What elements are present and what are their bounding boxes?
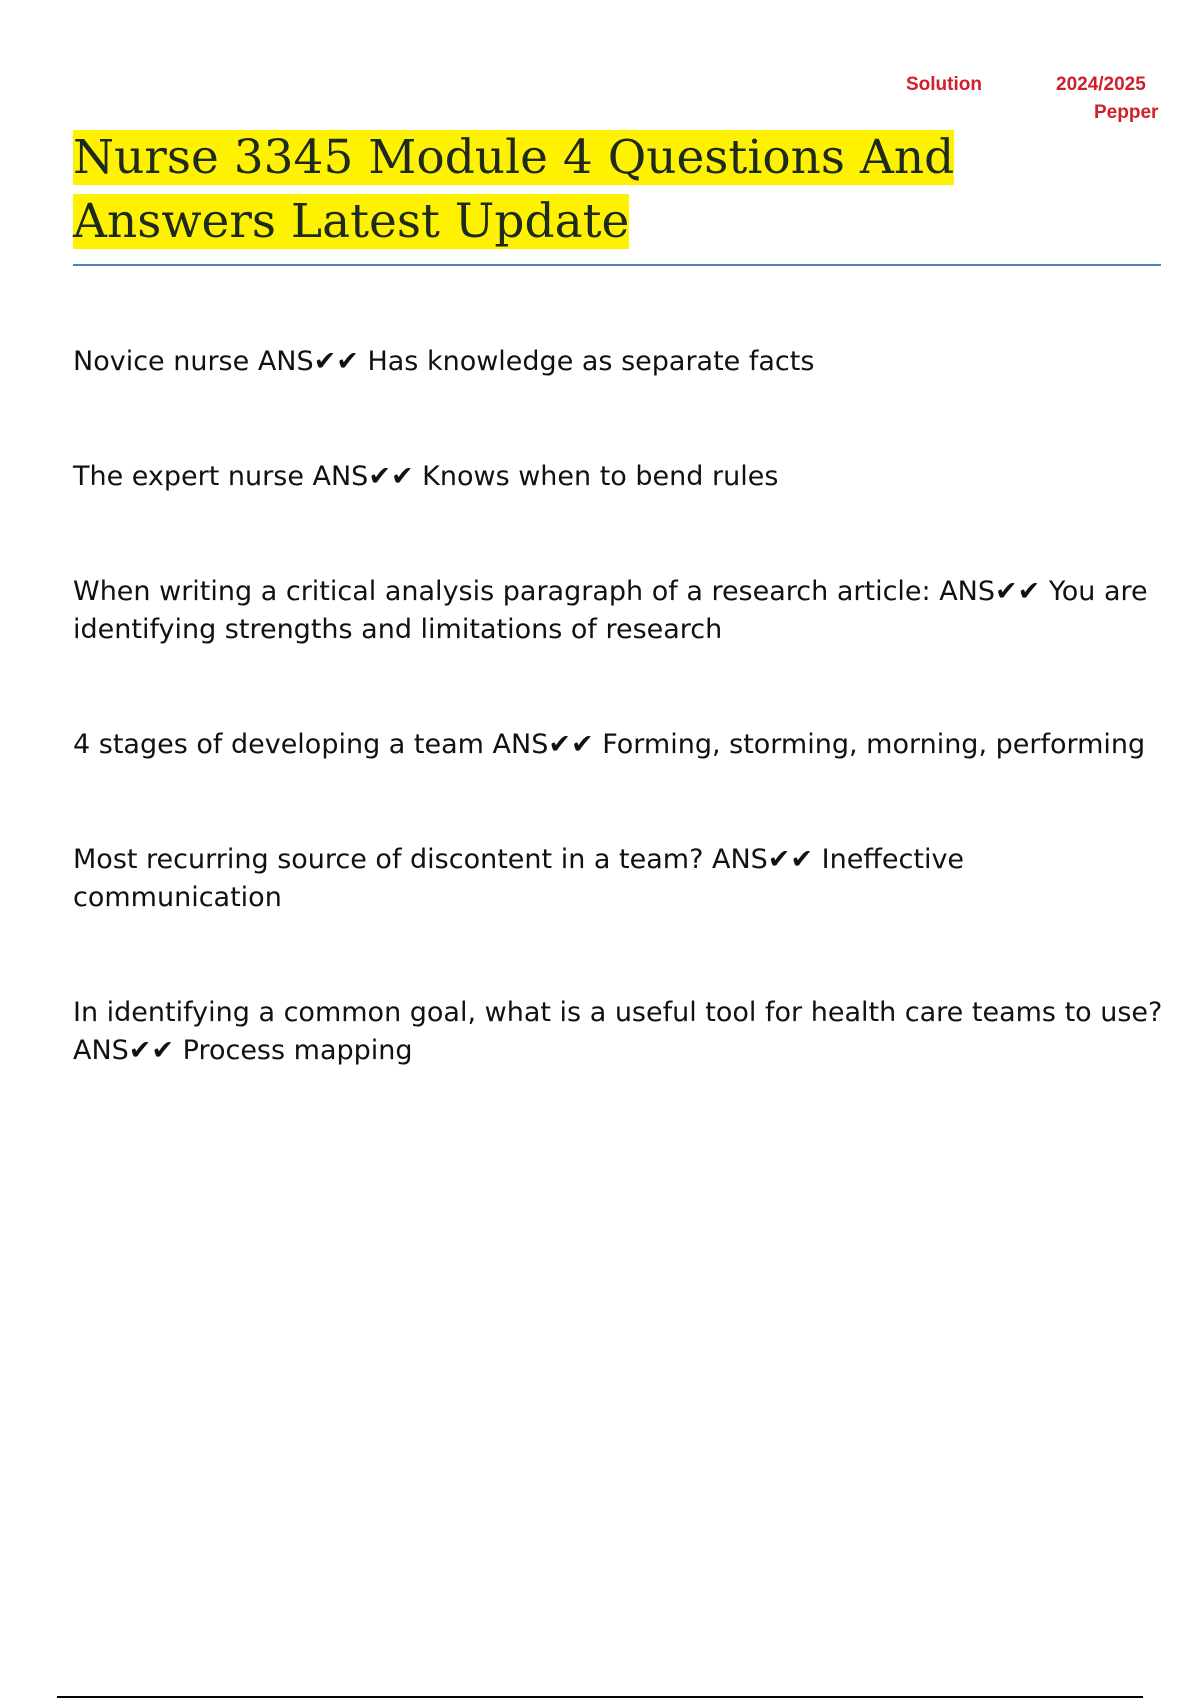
qa-item-critical-analysis: When writing a critical analysis paragraph of a research article: ANS✔✔ You are identifying strengths and limitations of research: [73, 576, 1148, 645]
qa-item-team-stages: 4 stages of developing a team ANS✔✔ Forming, storming, morning, performing: [73, 729, 1146, 760]
document-title: Nurse 3345 Module 4 Questions And Answers Latest Update: [73, 130, 955, 249]
qa-item-common-goal-tool: In identifying a common goal, what is a useful tool for health care teams to use? ANS✔✔ Process mapping: [73, 997, 1163, 1066]
year-label: 2024/2025: [1056, 74, 1146, 95]
document-header-meta: [0, 72, 1200, 132]
title-block: [73, 126, 1161, 266]
author-label: Pepper: [1094, 102, 1159, 123]
solution-label: Solution: [906, 74, 982, 95]
qa-item-novice-nurse: Novice nurse ANS✔✔ Has knowledge as separate facts: [73, 346, 815, 377]
footer-divider: [57, 1696, 1143, 1698]
qa-item-expert-nurse: The expert nurse ANS✔✔ Knows when to bend rules: [73, 461, 779, 492]
qa-item-team-discontent: Most recurring source of discontent in a team? ANS✔✔ Ineffective communication: [73, 844, 965, 913]
qa-list: [73, 343, 1163, 1070]
document-title-heading: [73, 126, 1161, 254]
